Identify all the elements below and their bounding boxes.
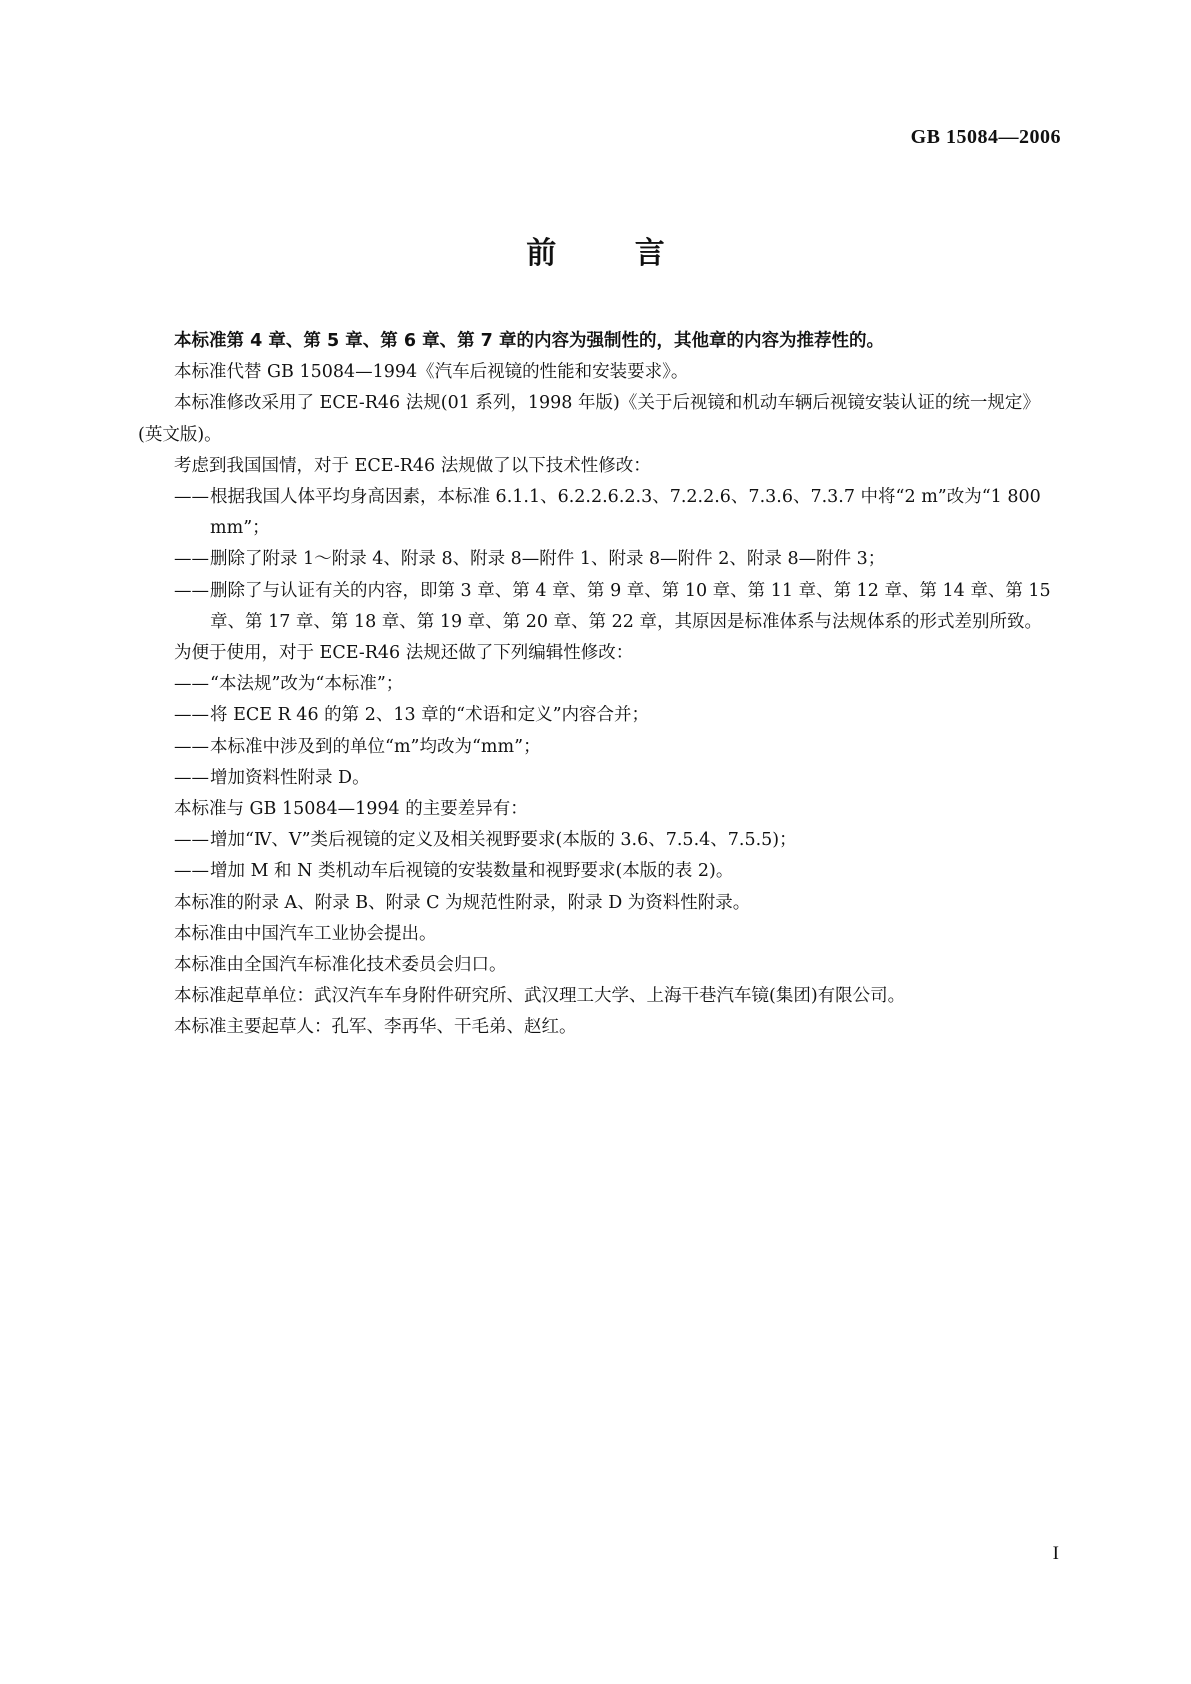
paragraph: 为便于使用，对于 ECE-R46 法规还做了下列编辑性修改： [174,643,634,664]
page-number: I [1052,1543,1059,1564]
paragraph: 本标准修改采用了 ECE-R46 法规(01 系列，1998 年版)《关于后视镜和机动车辆后视镜安装认证的统一规定》(英文版)。 [138,393,1040,445]
foreword-body [138,326,1064,1044]
dash-list-item-text: 增加资料性附录 D。 [210,767,370,788]
dash-list-item-text: “本法规”改为“本标准”； [210,674,404,695]
dash-mark: —— [174,705,209,726]
dash-mark: —— [174,549,209,570]
paragraph: 本标准由全国汽车标准化技术委员会归口。 [174,955,507,976]
paragraph: 考虑到我国国情，对于 ECE-R46 法规做了以下技术性修改： [174,455,651,476]
paragraph: 本标准与 GB 15084—1994 的主要差异有： [174,799,528,820]
dash-list-item [138,544,1064,575]
dash-list-item-text: 本标准中涉及到的单位“m”均改为“mm”； [210,736,541,757]
dash-list-item-text: 删除了附录 1～附录 4、附录 8、附录 8—附件 1、附录 8—附件 2、附录 8—附件 3； [210,549,886,570]
dash-list-item-text: 根据我国人体平均身高因素，本标准 6.1.1、6.2.2.6.2.3、7.2.2.6、7.3.6、7.3.7 中将“2 m”改为“1 800 mm”； [210,487,1041,539]
dash-list-item [138,700,1064,731]
dash-list-item [138,856,1064,887]
dash-list-item-text: 删除了与认证有关的内容，即第 3 章、第 4 章、第 9 章、第 10 章、第 11 章、第 12 章、第 14 章、第 15 章、第 17 章、第 18 章、第 19 章、第 20 章、第 22 章，其原因是标准体系与法规体系的形式差别所致。 [210,580,1051,632]
mandatory-statement: 本标准第 4 章、第 5 章、第 6 章、第 7 章的内容为强制性的，其他章的内容为推荐性的。 [174,331,884,351]
paragraph: 本标准起草单位：武汉汽车车身附件研究所、武汉理工大学、上海干巷汽车镜(集团)有限公司。 [174,986,906,1007]
dash-list-item-text: 将 ECE R 46 的第 2、13 章的“术语和定义”内容合并； [210,705,650,726]
page-title: 前 言 [526,236,699,271]
dash-mark: —— [174,830,209,851]
dash-list-item-text: 增加“Ⅳ、Ⅴ”类后视镜的定义及相关视野要求(本版的 3.6、7.5.4、7.5.5)； [210,830,797,851]
paragraph: 本标准由中国汽车工业协会提出。 [174,923,437,944]
paragraph: 本标准的附录 A、附录 B、附录 C 为规范性附录，附录 D 为资料性附录。 [174,892,751,913]
standard-code: GB 15084—2006 [910,126,1061,148]
dash-list-item [138,576,1064,638]
dash-mark: —— [174,487,209,508]
dash-mark: —— [174,861,209,882]
paragraph: 本标准主要起草人：孔军、李再华、干毛弟、赵红。 [174,1017,577,1038]
dash-list-item [138,732,1064,763]
paragraph: 本标准代替 GB 15084—1994《汽车后视镜的性能和安装要求》。 [174,362,689,383]
dash-list-item [138,669,1064,700]
dash-mark: —— [174,580,209,601]
dash-list-item [138,763,1064,794]
dash-mark: —— [174,767,209,788]
dash-mark: —— [174,674,209,695]
dash-mark: —— [174,736,209,757]
dash-list-item-text: 增加 M 和 N 类机动车后视镜的安装数量和视野要求(本版的表 2)。 [210,861,734,882]
dash-list-item [138,825,1064,856]
dash-list-item [138,482,1064,544]
